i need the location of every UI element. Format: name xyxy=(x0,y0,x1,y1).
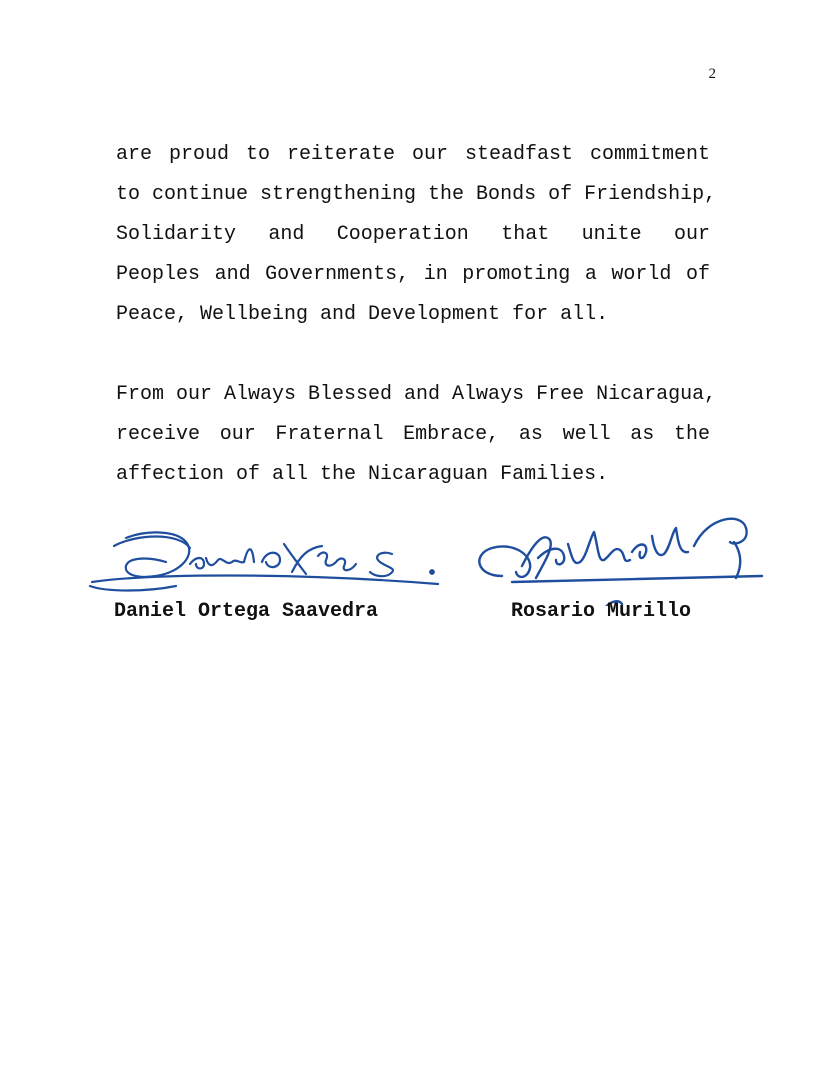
text-line: Peoples and Governments, in promoting a world of xyxy=(116,263,710,286)
paragraph-greeting xyxy=(116,375,717,495)
signature-ortega xyxy=(86,516,446,600)
text-line: affection of all the Nicaraguan Families. xyxy=(116,463,609,486)
text-line: to continue strengthening the Bonds of Friendship, xyxy=(116,183,717,206)
signature-murillo xyxy=(472,506,772,606)
text-line: are proud to reiterate our steadfast commitment xyxy=(116,143,710,166)
signer-name-murillo: Rosario Murillo xyxy=(511,600,692,623)
signer-name-ortega: Daniel Ortega Saavedra xyxy=(114,600,379,623)
text-line: From our Always Blessed and Always Free Nicaragua, xyxy=(116,383,717,406)
text-line: Solidarity and Cooperation that unite our xyxy=(116,223,710,246)
paragraph-commitment xyxy=(116,135,717,335)
page-number: 2 xyxy=(708,66,716,82)
text-line: receive our Fraternal Embrace, as well as the xyxy=(116,423,710,446)
text-line: Peace, Wellbeing and Development for all. xyxy=(116,303,609,326)
